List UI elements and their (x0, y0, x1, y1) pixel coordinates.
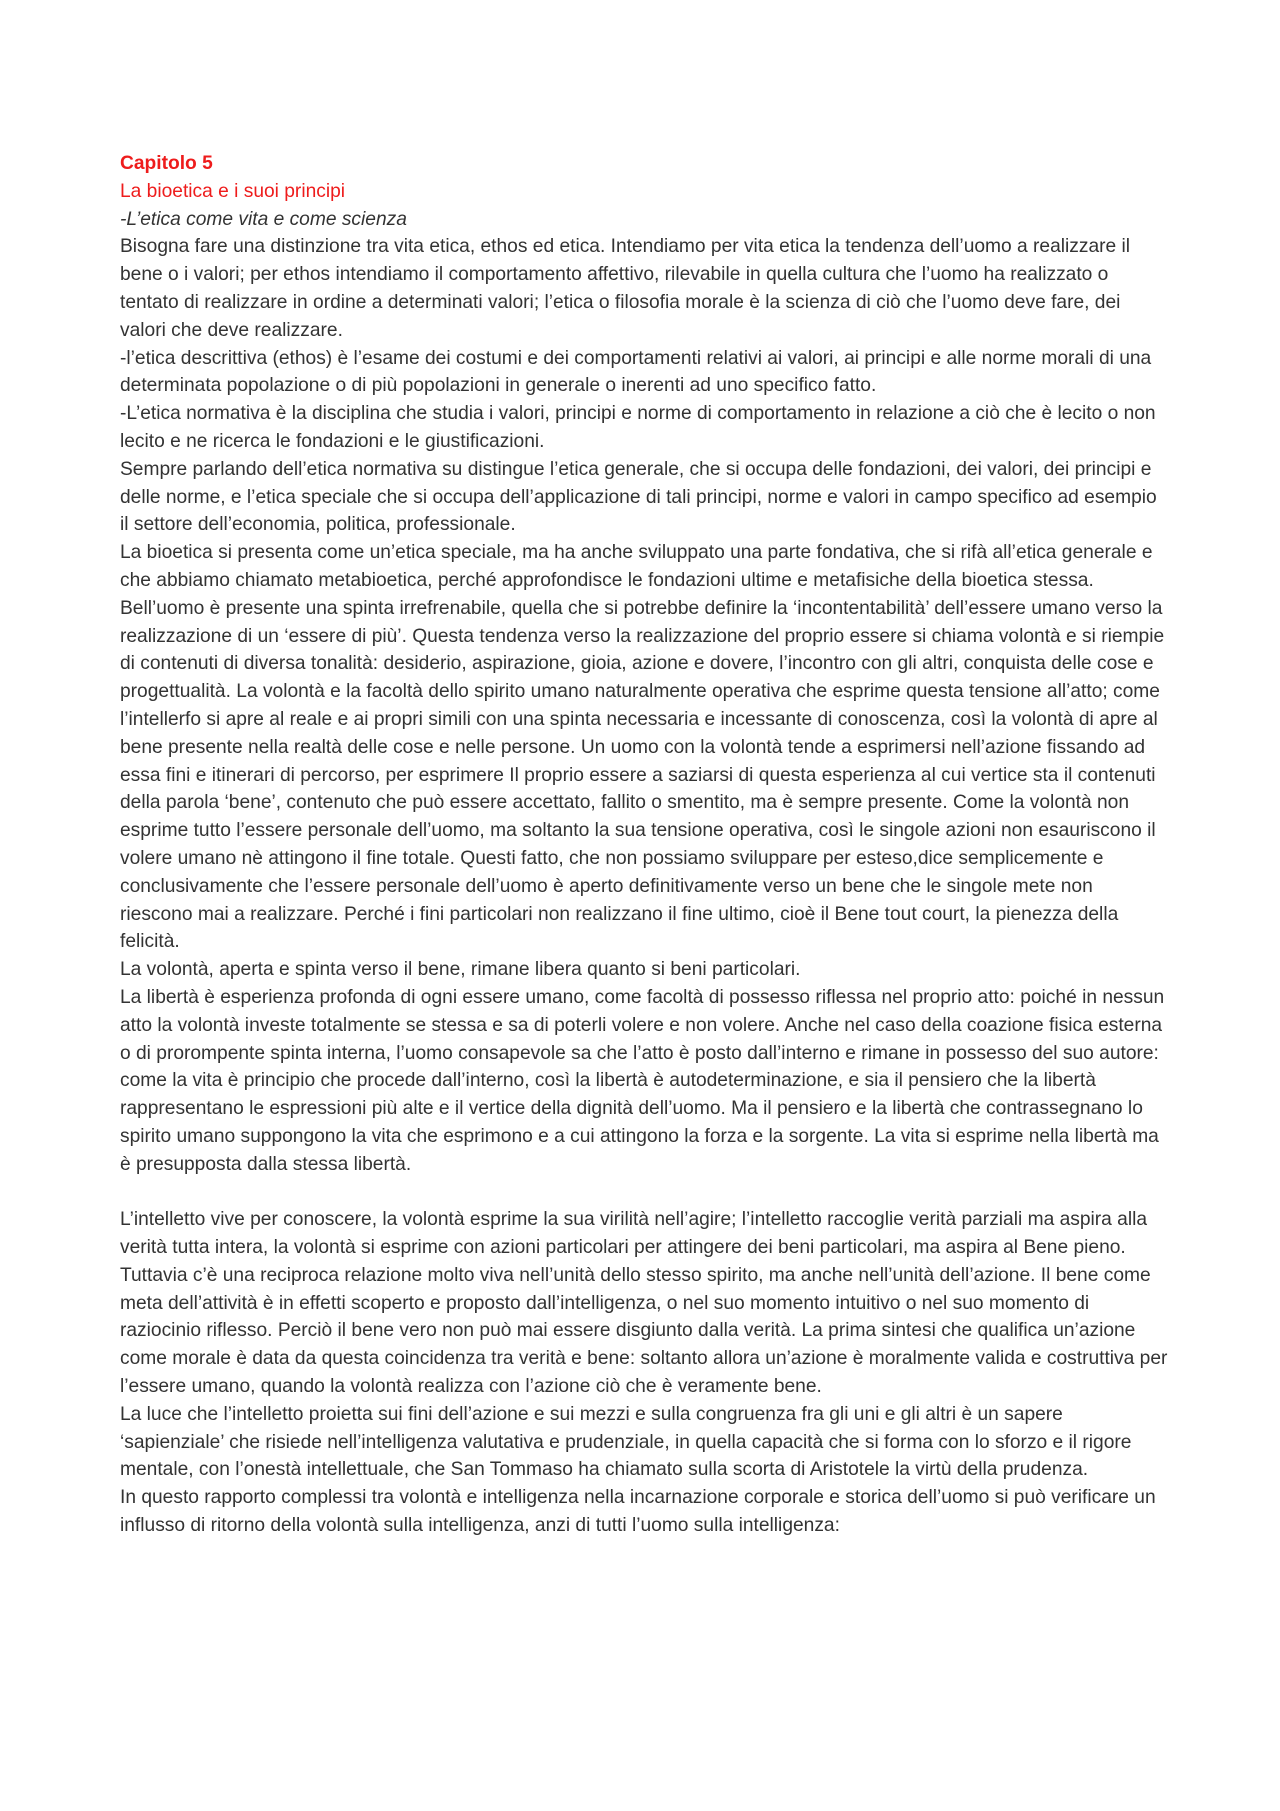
paragraph: Bell’uomo è presente una spinta irrefrenabile, quella che si potrebbe definire la ‘incontentabilità’ dell’essere umano verso la realizzazione di un ‘essere di più’. Questa tendenza verso la realizzazione del proprio essere si chiama volontà e si riempie di contenuti di diversa tonalità: desiderio, aspirazione, gioia, azione e dovere, l’incontro con gli altri, conquista delle cose e progettualità. La volontà e la facoltà dello spirito umano naturalmente operativa che esprime questa tensione all’atto; come l’intellerfo si apre al reale e ai propri simili con una spinta necessaria e incessante di conoscenza, così la volontà di apre al bene presente nella realtà delle cose e nelle persone. Un uomo con la volontà tende a esprimersi nell’azione fissando ad essa fini e itinerari di percorso, per esprimere Il proprio essere a saziarsi di questa esperienza al cui vertice sta il contenuti della parola ‘bene’, contenuto che può essere accettato, fallito o smentito, ma è sempre presente. Come la volontà non esprime tutto l’essere personale dell’uomo, ma soltanto la sua tensione operativa, così le singole azioni non esauriscono il volere umano nè attingono il fine totale. Questi fatto, che non possiamo sviluppare per esteso,dice semplicemente e conclusivamente che l’essere personale dell’uomo è aperto definitivamente verso un bene che le singole mete non riescono mai a realizzare. Perché i fini particolari non realizzano il fine ultimo, cioè il Bene tout court, la pienezza della felicità. (120, 597, 1165, 953)
paragraph: La libertà è esperienza profonda di ogni essere umano, come facoltà di possesso riflessa nel proprio atto: poiché in nessun atto la volontà investe totalmente se stessa e sa di poterli volere e non volere. Anche nel caso della coazione fisica esterna o di prorompente spinta interna, l’uomo consapevole sa che l’atto è posto dall’interno e rimane in possesso del suo autore: come la vita è principio che procede dall’interno, così la libertà è autodeterminazione, e sia il pensiero che la libertà rappresentano le espressioni più alte e il vertice della dignità dell’uomo. Ma il pensiero e la libertà che contrassegnano lo spirito umano suppongono la vita che esprimono e a cui attingono la forza e la sorgente. La vita si esprime nella libertà ma è presupposta dalla stessa libertà. (120, 986, 1165, 1175)
section-heading: -L’etica come vita e come scienza (120, 208, 407, 230)
paragraph: Sempre parlando dell’etica normativa su distingue l’etica generale, che si occupa delle fondazioni, dei valori, dei principi e delle norme, e l’etica speciale che si occupa dell’applicazione di tali principi, norme e valori in campo specifico ad esempio il settore dell’economia, politica, professionale. (120, 458, 1157, 536)
chapter-title: Capitolo 5 (120, 153, 213, 174)
paragraph: La bioetica si presenta come un’etica speciale, ma ha anche sviluppato una parte fondativa, che si rifà all’etica generale e che abbiamo chiamato metabioetica, perché approfondisce le fondazioni ultime e metafisiche della bioetica stessa. (120, 542, 1153, 591)
paragraph: Bisogna fare una distinzione tra vita etica, ethos ed etica. Intendiamo per vita etica la tendenza dell’uomo a realizzare il bene o i valori; per ethos intendiamo il comportamento affettivo, rilevabile in quella cultura che l’uomo ha realizzato o tentato di realizzare in ordine a determinati valori; l’etica o filosofia morale è la scienza di ciò che l’uomo deve fare, dei valori che deve realizzare. (120, 236, 1131, 341)
paragraph: La volontà, aperta e spinta verso il bene, rimane libera quanto si beni particolari. (120, 959, 801, 981)
paragraph: L’intelletto vive per conoscere, la volontà esprime la sua virilità nell’agire; l’intelletto raccoglie verità parziali ma aspira alla verità tutta intera, la volontà si esprime con azioni particolari per attingere dei beni particolari, ma aspira al Bene pieno. Tuttavia c’è una reciproca relazione molto viva nell’unità dello stesso spirito, ma anche nell’unità dell’azione. Il bene come meta dell’attività è in effetti scoperto e proposto dall’intelligenza, o nel suo momento intuitivo o nel suo momento di raziocinio riflesso. Perciò il bene vero non può mai essere disgiunto dalla verità. La prima sintesi che qualifica un’azione come morale è data da questa coincidenza tra verità e bene: soltanto allora un’azione è moralmente valida e costruttiva per l’essere umano, quando la volontà realizza con l’azione ciò che è veramente bene. (120, 1209, 1168, 1398)
chapter-subtitle: La bioetica e i suoi principi (120, 180, 346, 202)
paragraph: In questo rapporto complessi tra volontà e intelligenza nella incarnazione corporale e storica dell’uomo si può verificare un influsso di ritorno della volontà sulla intelligenza, anzi di tutti l’uomo sulla intelligenza: (120, 1487, 1156, 1537)
document-page (120, 150, 1170, 1540)
paragraph: -L’etica normativa è la disciplina che studia i valori, principi e norme di comportamento in relazione a ciò che è lecito o non lecito e ne ricerca le fondazioni e le giustificazioni. (120, 403, 1156, 452)
blank-line (120, 1178, 1170, 1206)
paragraph: La luce che l’intelletto proietta sui fini dell’azione e sui mezzi e sulla congruenza fra gli uni e gli altri è un sapere ‘sapienziale’ che risiede nell’intelligenza valutativa e prudenziale, in quella capacità che si forma con lo sforzo e il rigore mentale, con l’onestà intellettuale, che San Tommaso ha chiamato sulla scorta di Aristotele la virtù della prudenza. (120, 1403, 1132, 1481)
paragraph: -l’etica descrittiva (ethos) è l’esame dei costumi e dei comportamenti relativi ai valori, ai principi e alle norme morali di una determinata popolazione o di più popolazioni in generale o inerenti ad uno specifico fatto. (120, 347, 1152, 397)
